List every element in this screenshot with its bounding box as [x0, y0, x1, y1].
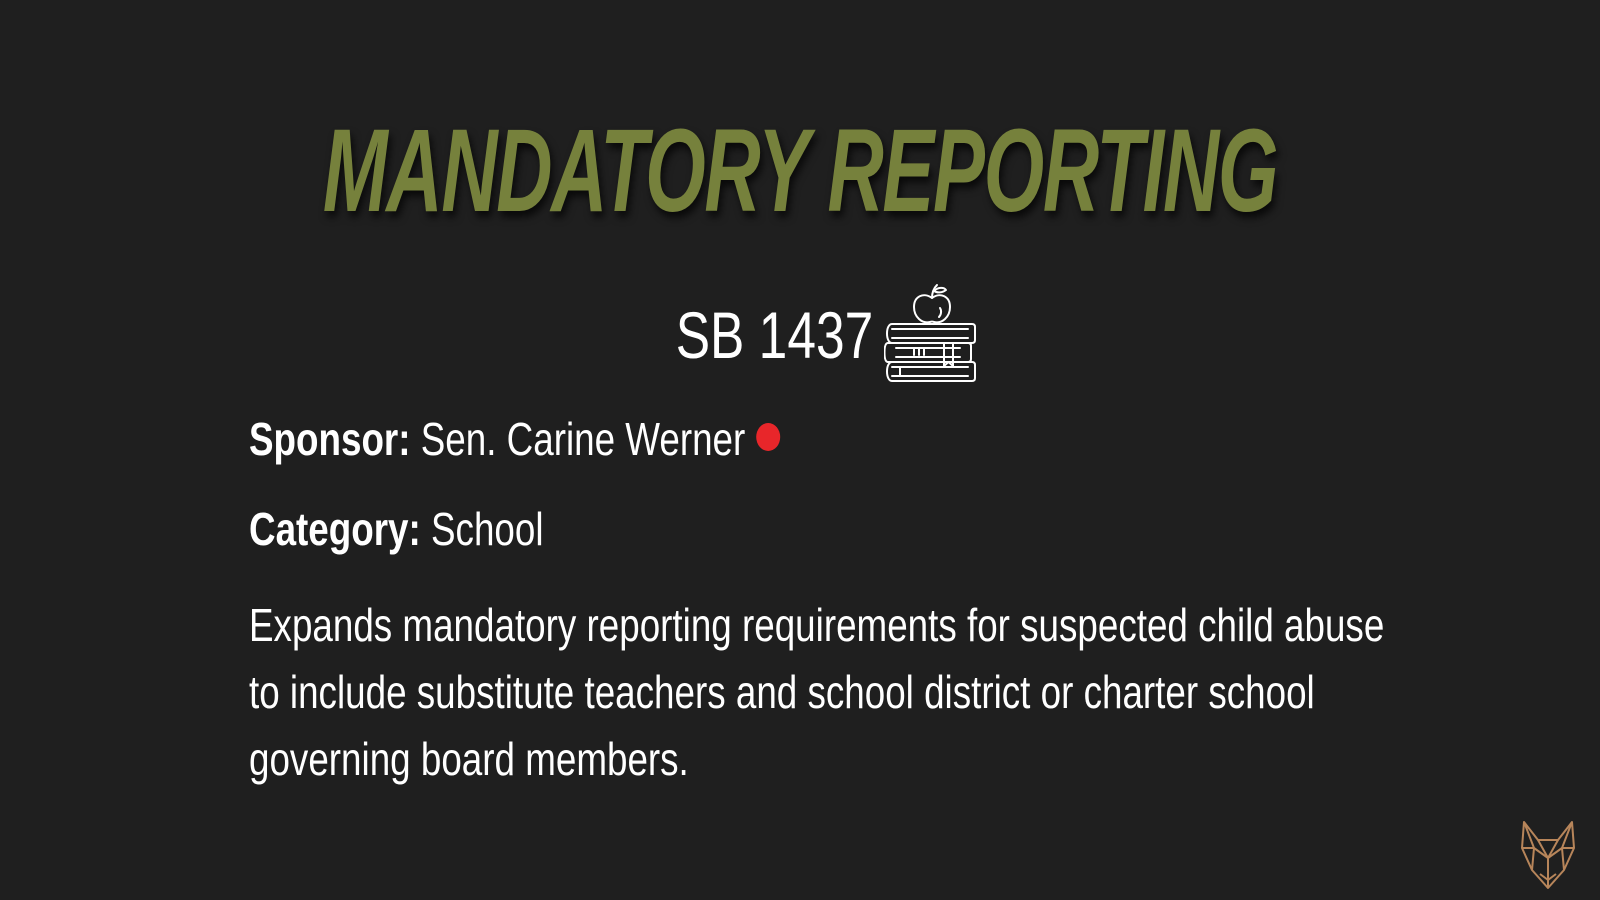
bill-number: SB 1437 [676, 298, 874, 372]
sponsor-label: Sponsor: [249, 413, 411, 465]
bill-description: Expands mandatory reporting requirements for suspected child abuse to include substitute teachers and school district or charter school governing board members. [249, 599, 1385, 785]
party-indicator-dot [756, 423, 780, 451]
sponsor-name: Sen. Carine Werner [420, 413, 746, 465]
sponsor-line [249, 413, 780, 465]
category-value: School [431, 503, 544, 555]
slide-title: MANDATORY REPORTING [322, 105, 1278, 237]
wolf-logo-icon [1516, 818, 1580, 890]
category-line [249, 503, 544, 555]
category-label: Category: [249, 503, 421, 555]
books-apple-icon [884, 282, 980, 382]
bill-header [0, 282, 1600, 382]
